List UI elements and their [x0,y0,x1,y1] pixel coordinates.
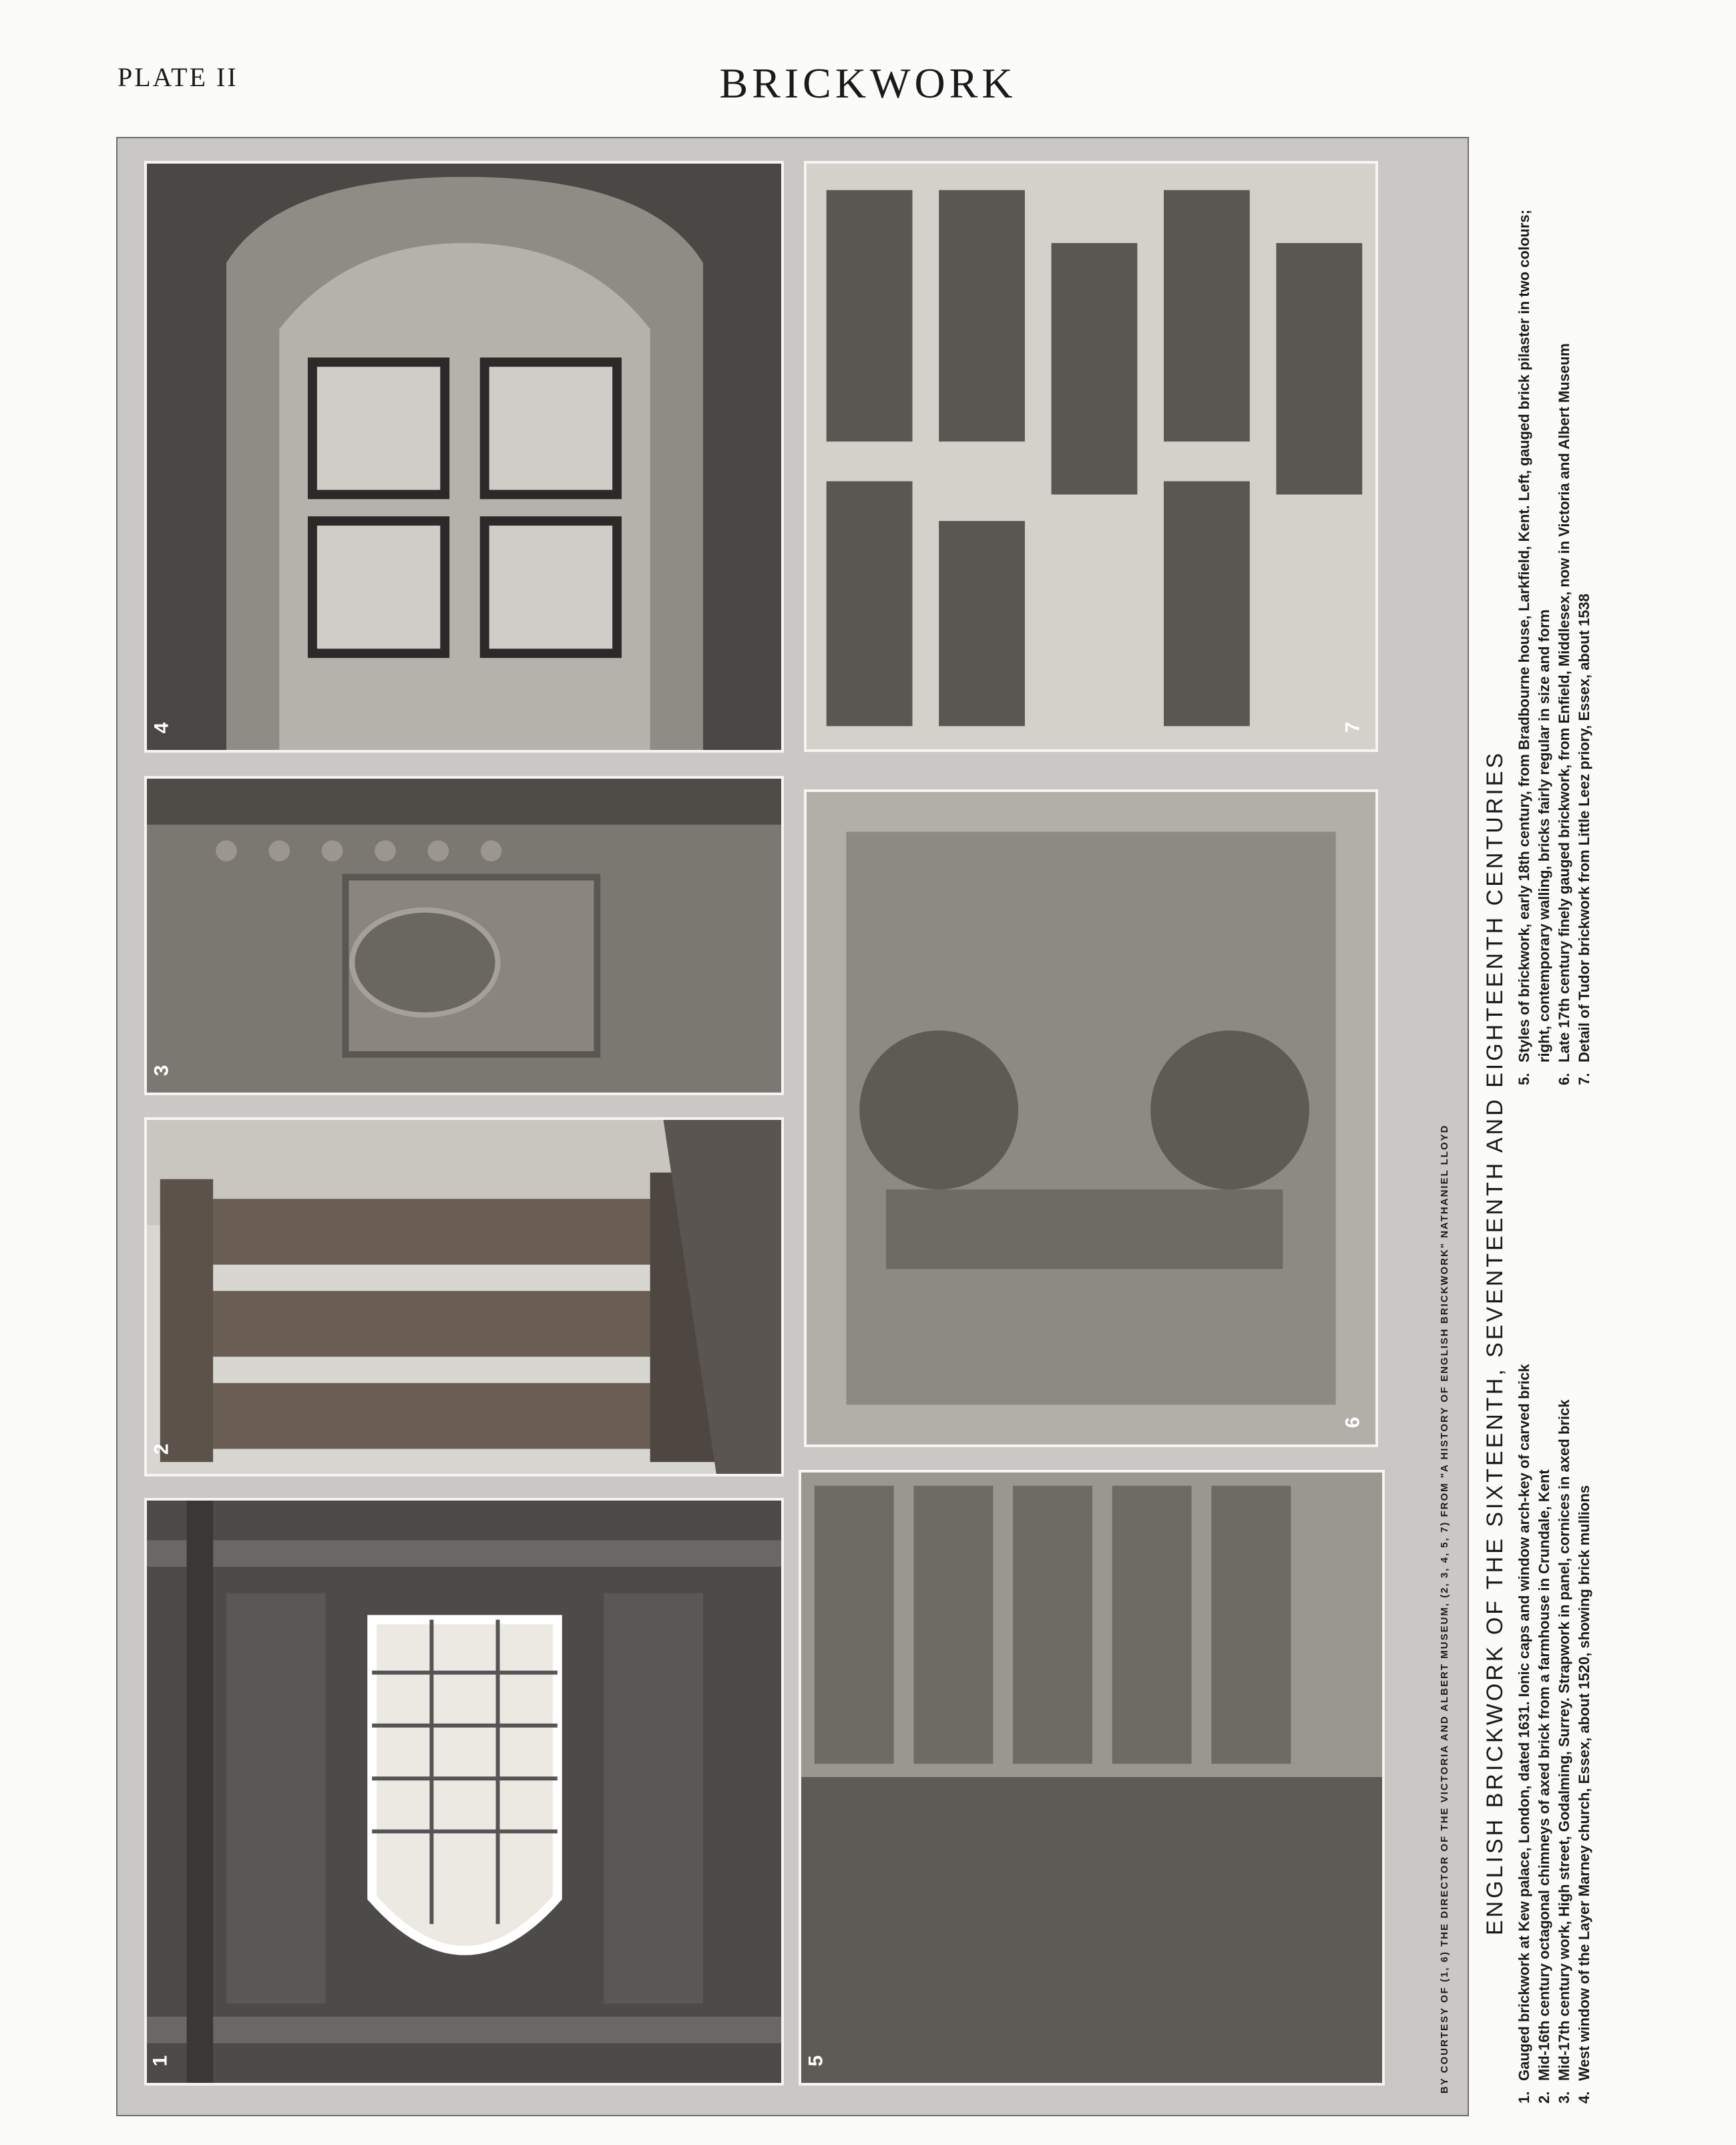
photo-7-tudor-brickwork [804,161,1378,752]
caption-item-3: 3. Mid-17th century work, High street, Godalming, Surrey. Strapwork in panel, cornices in axed brick [1556,1399,1572,2104]
photo-1-image [147,1501,781,2083]
caption-heading: ENGLISH BRICKWORK OF THE SIXTEENTH, SEVENTEENTH AND EIGHTEENTH CENTURIES [1482,750,1508,1935]
photo-number: 1 [149,2055,172,2067]
caption-item-1: 1. Gauged brickwork at Kew palace, London, dated 1631. Ionic caps and window arch-key of carved brick [1516,1364,1532,2104]
photo-4-layer-marney-window [144,161,784,753]
photo-number: 7 [1341,721,1364,733]
photo-credit: BY COURTESY OF (1, 6) THE DIRECTOR OF THE VICTORIA AND ALBERT MUSEUM, (2, 3, 4, 5, 7) FROM "A HISTORY OF ENGLISH BRICKWORK" NATHANIEL LLOYD [1439,1124,1450,2094]
caption-item-5: 5. Styles of brickwork, early 18th century, from Bradbourne house, Larkfield, Kent. Left, gauged brick pilaster in two colours; right, contemporary walling, bricks fairly regular in size and form [1516,209,1552,1085]
photo-5-image [801,1473,1382,2083]
caption-list-left [1514,1209,1594,2104]
photo-number: 2 [150,1443,173,1455]
caption-item-4: 4. West window of the Layer Marney church, Essex, about 1520, showing brick mullions [1576,1485,1592,2104]
photo-number: 5 [805,2055,827,2067]
caption-list-right [1514,174,1594,1085]
photo-6-image [807,792,1375,1444]
photo-number: 4 [150,722,173,734]
caption-item-6: 6. Late 17th century finely gauged brickwork, from Enfield, Middlesex, now in Victoria and Albert Museum [1556,343,1572,1085]
photo-number: 3 [150,1064,173,1077]
photo-number: 6 [1341,1416,1364,1428]
caption-item-2: 2. Mid-16th century octagonal chimneys of axed brick from a farmhouse in Crundale, Kent [1536,1469,1552,2104]
photo-2-chimneys [144,1117,784,1477]
photo-1-kew-palace [144,1498,784,2086]
photo-5-bradbourne-brick [799,1470,1385,2086]
caption-item-7: 7. Detail of Tudor brickwork from Little Leez priory, Essex, about 1538 [1576,593,1592,1085]
photo-3-image [147,779,781,1093]
photo-2-image [147,1120,781,1474]
photo-7-image [807,164,1375,749]
page-title: BRICKWORK [719,59,1017,107]
photo-6-ionic-capital [804,789,1378,1447]
plate-label: PLATE II [118,62,238,92]
photo-3-strapwork [144,776,784,1095]
plate-frame [116,137,1469,2116]
photo-4-image [147,164,781,750]
